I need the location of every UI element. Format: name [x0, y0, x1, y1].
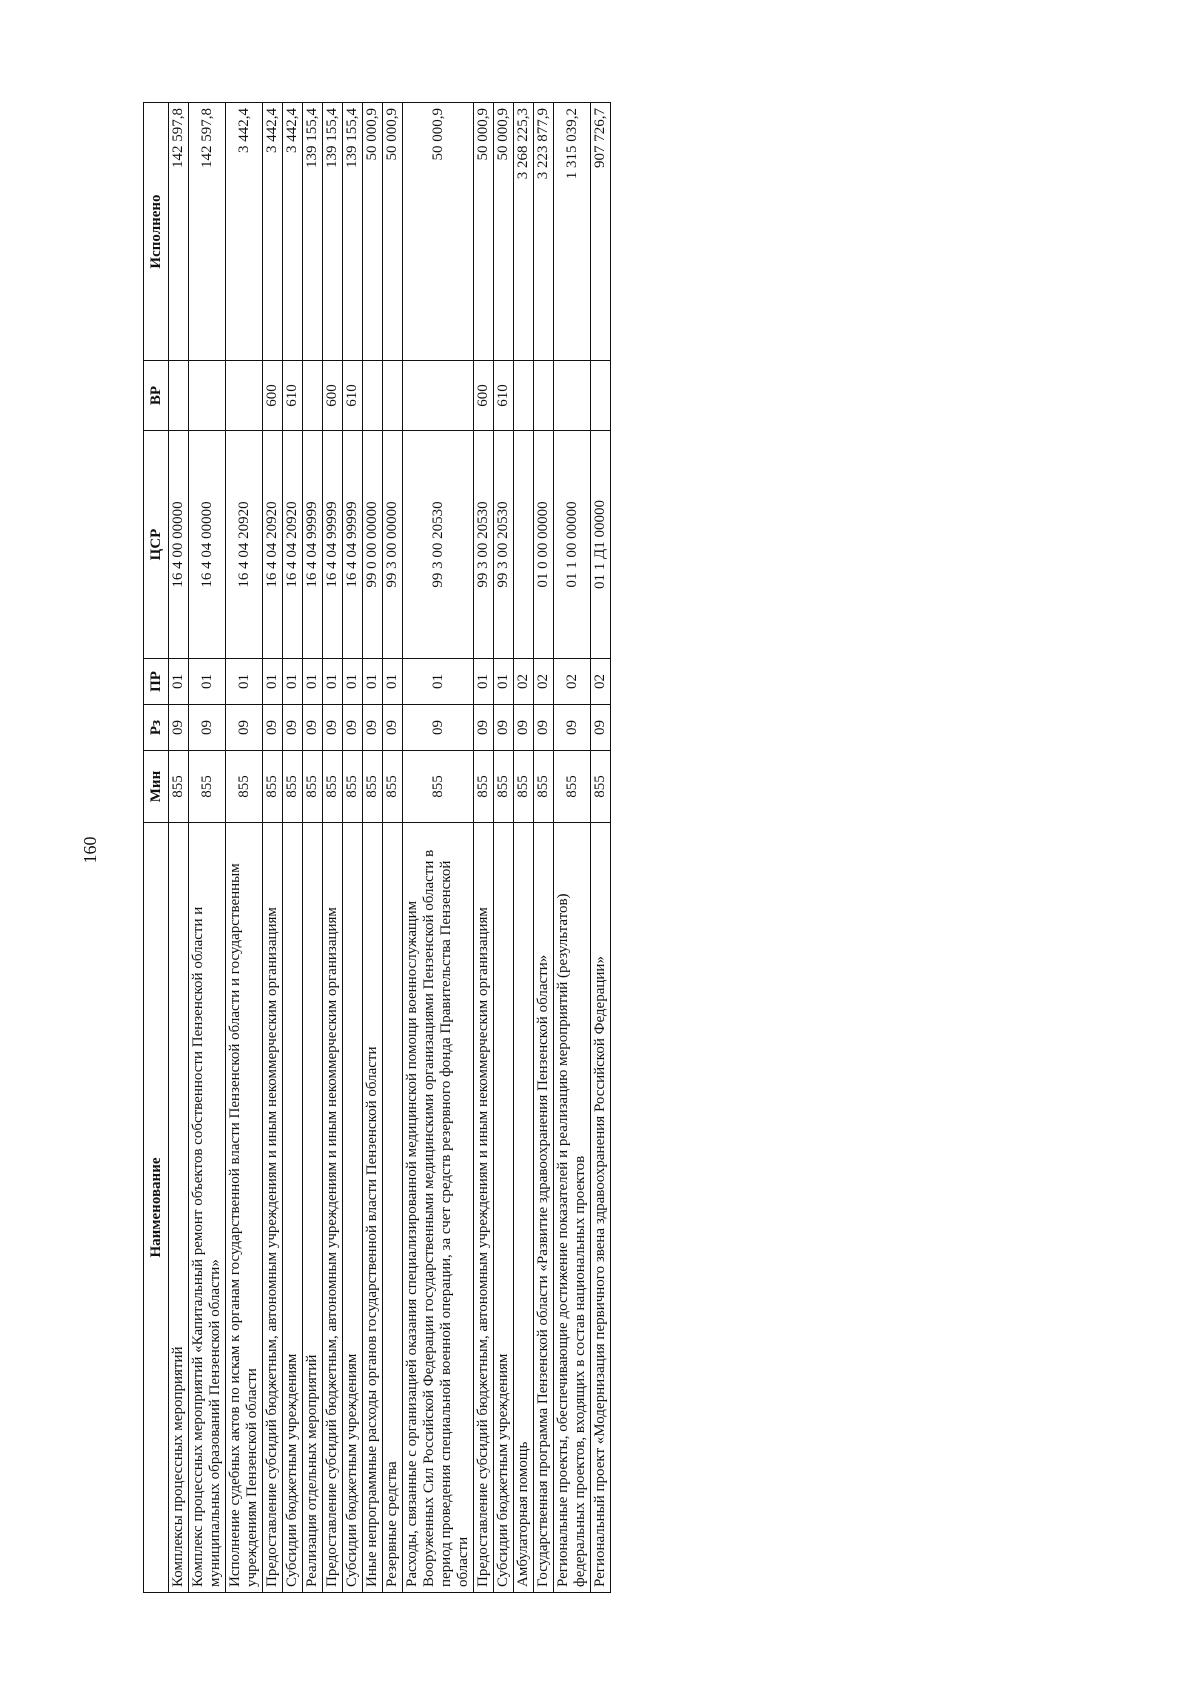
- cell-name: Амбулаторная помощь: [514, 823, 534, 1593]
- cell-min: 855: [169, 751, 189, 823]
- cell-vr: [383, 361, 403, 431]
- cell-vr: 600: [474, 361, 494, 431]
- table-row: [591, 103, 611, 1593]
- header-ispolneno: Исполнено: [144, 103, 169, 361]
- cell-ispolneno: 50 000,9: [494, 103, 514, 361]
- table-row: [226, 103, 263, 1593]
- table-row: [474, 103, 494, 1593]
- table-row: [343, 103, 363, 1593]
- cell-name: Исполнение судебных актов по искам к органам государственной власти Пензенской области и государственным учреждениям Пензенской области: [226, 823, 263, 1593]
- cell-pr: 01: [263, 659, 283, 705]
- cell-vr: [554, 361, 591, 431]
- table-row: [383, 103, 403, 1593]
- cell-min: 855: [383, 751, 403, 823]
- cell-min: 855: [494, 751, 514, 823]
- cell-vr: 610: [283, 361, 303, 431]
- cell-rz: 09: [403, 705, 474, 751]
- cell-name: Предоставление субсидий бюджетным, автономным учреждениям и иным некоммерческим организациям: [323, 823, 343, 1593]
- cell-pr: 01: [403, 659, 474, 705]
- cell-csr: 01 1 00 00000: [554, 431, 591, 659]
- cell-rz: 09: [363, 705, 383, 751]
- cell-rz: 09: [474, 705, 494, 751]
- table-row: [323, 103, 343, 1593]
- cell-name: Субсидии бюджетным учреждениям: [283, 823, 303, 1593]
- cell-ispolneno: 50 000,9: [403, 103, 474, 361]
- cell-ispolneno: 3 442,4: [263, 103, 283, 361]
- cell-vr: [591, 361, 611, 431]
- cell-vr: 600: [263, 361, 283, 431]
- cell-csr: 01 0 00 00000: [534, 431, 554, 659]
- cell-name: Реализация отдельных мероприятий: [303, 823, 323, 1593]
- cell-rz: 09: [494, 705, 514, 751]
- table-row: [514, 103, 534, 1593]
- cell-csr: 01 1 Д1 00000: [591, 431, 611, 659]
- cell-pr: 02: [534, 659, 554, 705]
- cell-min: 855: [534, 751, 554, 823]
- cell-min: 855: [403, 751, 474, 823]
- cell-name: Субсидии бюджетным учреждениям: [494, 823, 514, 1593]
- cell-rz: 09: [554, 705, 591, 751]
- cell-vr: [226, 361, 263, 431]
- header-min: Мин: [144, 751, 169, 823]
- cell-vr: [169, 361, 189, 431]
- cell-csr: 16 4 04 99999: [303, 431, 323, 659]
- cell-name: Субсидии бюджетным учреждениям: [343, 823, 363, 1593]
- cell-name: Резервные средства: [383, 823, 403, 1593]
- cell-csr: 99 3 00 00000: [383, 431, 403, 659]
- header-csr: ЦСР: [144, 431, 169, 659]
- header-rz: Рз: [144, 705, 169, 751]
- cell-ispolneno: 50 000,9: [363, 103, 383, 361]
- table-row: [403, 103, 474, 1593]
- cell-csr: 99 3 00 20530: [474, 431, 494, 659]
- cell-csr: 16 4 04 20920: [263, 431, 283, 659]
- cell-vr: [534, 361, 554, 431]
- table-header-row: [144, 103, 169, 1593]
- cell-ispolneno: 3 442,4: [226, 103, 263, 361]
- cell-csr: 99 0 00 00000: [363, 431, 383, 659]
- cell-name: Комплексы процессных мероприятий: [169, 823, 189, 1593]
- cell-pr: 01: [189, 659, 226, 705]
- cell-min: 855: [303, 751, 323, 823]
- cell-csr: 99 3 00 20530: [403, 431, 474, 659]
- cell-min: 855: [283, 751, 303, 823]
- cell-ispolneno: 142 597,8: [189, 103, 226, 361]
- cell-csr: 16 4 04 99999: [343, 431, 363, 659]
- cell-vr: 610: [343, 361, 363, 431]
- cell-pr: 01: [169, 659, 189, 705]
- cell-min: 855: [474, 751, 494, 823]
- cell-csr: 16 4 00 00000: [169, 431, 189, 659]
- cell-ispolneno: 3 442,4: [283, 103, 303, 361]
- cell-rz: 09: [226, 705, 263, 751]
- table-row: [363, 103, 383, 1593]
- cell-rz: 09: [169, 705, 189, 751]
- page-number: 160: [80, 836, 100, 864]
- cell-csr: 16 4 04 99999: [323, 431, 343, 659]
- rotated-page-content: [143, 103, 811, 1593]
- cell-csr: 16 4 04 20920: [283, 431, 303, 659]
- cell-vr: [514, 361, 534, 431]
- table-row: [534, 103, 554, 1593]
- cell-ispolneno: 139 155,4: [343, 103, 363, 361]
- cell-name: Комплекс процессных мероприятий «Капитальный ремонт объектов собственности Пензенской области и муниципальных образований Пензенской области»: [189, 823, 226, 1593]
- cell-ispolneno: 142 597,8: [169, 103, 189, 361]
- cell-ispolneno: 139 155,4: [303, 103, 323, 361]
- table-row: [554, 103, 591, 1593]
- cell-name: Государственная программа Пензенской области «Развитие здравоохранения Пензенской области»: [534, 823, 554, 1593]
- cell-csr: 16 4 04 00000: [189, 431, 226, 659]
- cell-min: 855: [323, 751, 343, 823]
- cell-min: 855: [363, 751, 383, 823]
- cell-csr: 99 3 00 20530: [494, 431, 514, 659]
- cell-rz: 09: [189, 705, 226, 751]
- cell-vr: [403, 361, 474, 431]
- cell-rz: 09: [303, 705, 323, 751]
- cell-rz: 09: [591, 705, 611, 751]
- cell-csr: 16 4 04 20920: [226, 431, 263, 659]
- table-row: [189, 103, 226, 1593]
- cell-ispolneno: 907 726,7: [591, 103, 611, 361]
- header-name: Наименование: [144, 823, 169, 1593]
- cell-min: 855: [189, 751, 226, 823]
- cell-vr: 610: [494, 361, 514, 431]
- cell-min: 855: [514, 751, 534, 823]
- cell-name: Региональный проект «Модернизация первичного звена здравоохранения Российской Федерации»: [591, 823, 611, 1593]
- cell-pr: 01: [343, 659, 363, 705]
- cell-rz: 09: [383, 705, 403, 751]
- cell-min: 855: [554, 751, 591, 823]
- cell-pr: 01: [283, 659, 303, 705]
- budget-table: [143, 102, 611, 1593]
- cell-ispolneno: 50 000,9: [474, 103, 494, 361]
- table-row: [263, 103, 283, 1593]
- cell-min: 855: [343, 751, 363, 823]
- cell-rz: 09: [514, 705, 534, 751]
- cell-rz: 09: [323, 705, 343, 751]
- cell-csr: [514, 431, 534, 659]
- cell-ispolneno: 50 000,9: [383, 103, 403, 361]
- cell-pr: 01: [303, 659, 323, 705]
- header-vr: ВР: [144, 361, 169, 431]
- cell-name: Иные непрограммные расходы органов государственной власти Пензенской области: [363, 823, 383, 1593]
- cell-pr: 02: [554, 659, 591, 705]
- cell-pr: 01: [226, 659, 263, 705]
- cell-ispolneno: 3 223 877,9: [534, 103, 554, 361]
- cell-vr: [303, 361, 323, 431]
- cell-vr: 600: [323, 361, 343, 431]
- cell-rz: 09: [283, 705, 303, 751]
- cell-pr: 01: [323, 659, 343, 705]
- table-row: [169, 103, 189, 1593]
- cell-min: 855: [263, 751, 283, 823]
- cell-rz: 09: [343, 705, 363, 751]
- cell-vr: [189, 361, 226, 431]
- cell-name: Региональные проекты, обеспечивающие достижение показателей и реализацию мероприятий (результатов) федеральных проектов, входящих в состав национальных проектов: [554, 823, 591, 1593]
- cell-ispolneno: 139 155,4: [323, 103, 343, 361]
- cell-vr: [363, 361, 383, 431]
- cell-min: 855: [226, 751, 263, 823]
- cell-pr: 01: [474, 659, 494, 705]
- header-pr: ПР: [144, 659, 169, 705]
- cell-rz: 09: [534, 705, 554, 751]
- cell-pr: 01: [363, 659, 383, 705]
- cell-ispolneno: 3 268 225,3: [514, 103, 534, 361]
- cell-rz: 09: [263, 705, 283, 751]
- table-row: [494, 103, 514, 1593]
- table-row: [303, 103, 323, 1593]
- cell-ispolneno: 1 315 039,2: [554, 103, 591, 361]
- cell-min: 855: [591, 751, 611, 823]
- cell-name: Предоставление субсидий бюджетным, автономным учреждениям и иным некоммерческим организациям: [474, 823, 494, 1593]
- cell-pr: 02: [514, 659, 534, 705]
- cell-name: Расходы, связанные с организацией оказания специализированной медицинской помощи военнослужащим Вооруженных Сил Российской Федерации государственными медицинскими организациями Пензенской области в период проведения специальной военной операции, за счет средств резервного фонда Правительства Пензенской области: [403, 823, 474, 1593]
- cell-pr: 01: [383, 659, 403, 705]
- cell-pr: 01: [494, 659, 514, 705]
- cell-pr: 02: [591, 659, 611, 705]
- table-row: [283, 103, 303, 1593]
- cell-name: Предоставление субсидий бюджетным, автономным учреждениям и иным некоммерческим организациям: [263, 823, 283, 1593]
